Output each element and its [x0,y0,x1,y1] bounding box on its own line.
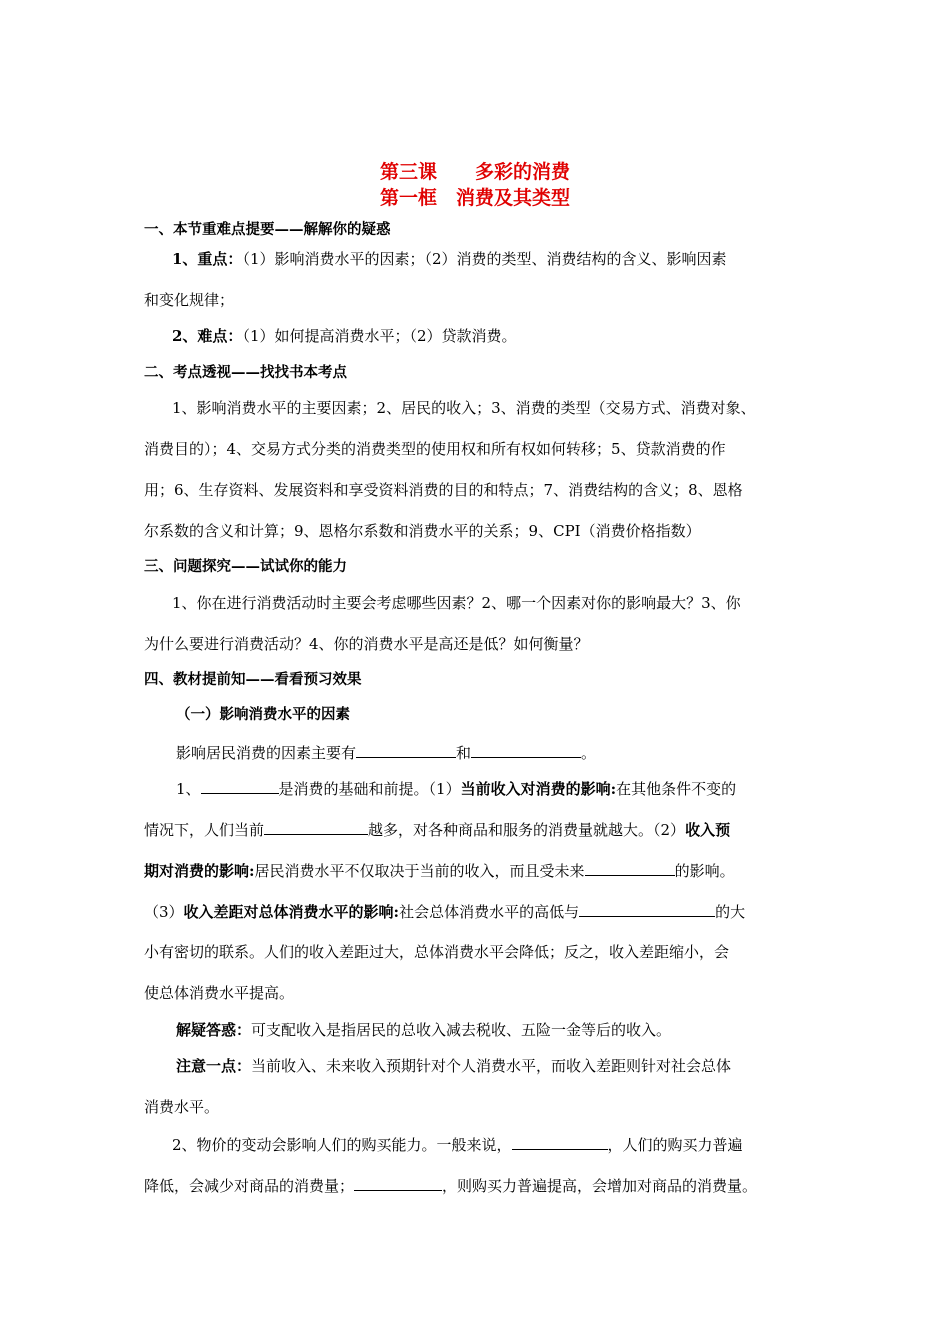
difficulty-text: （1）如何提高消费水平；（2）贷款消费。 [242,327,517,345]
focus-line-cont: 和变化规律； [144,291,235,309]
text-run: 越多，对各种商品和服务的消费量就越大。（2） [368,821,686,839]
text-run: 在其他条件不变的 [616,780,737,798]
text-run: 的影响。 [674,862,735,880]
exam-points-line-1: 1、影响消费水平的主要因素；2、居民的收入；3、消费的类型（交易方式、消费对象、 [172,399,756,417]
text-run: 的大 [715,903,746,921]
paragraph-line [144,1174,814,1197]
section-2-heading: 二、考点透视——找找书本考点 [144,364,347,381]
text-run: 居民消费水平不仅取决于当前的收入，而且受未来 [254,862,585,880]
bold-term: 当前收入对消费的影响: [460,780,617,798]
paragraph-line [144,900,814,923]
note-line-cont: 消费水平。 [144,1098,220,1116]
section-title: 第一框 消费及其类型 [379,187,570,209]
paragraph-line: 小有密切的联系。人们的收入差距过大，总体消费水平会降低；反之，收入差距缩小，会 [144,943,730,961]
blank-field[interactable] [354,1174,442,1191]
text-run: 是消费的基础和前提。（1） [278,780,461,798]
note-line [176,1019,846,1041]
question-line-1: 1、你在进行消费活动时主要会考虑哪些因素？2、哪一个因素对你的影响最大？3、你 [172,594,741,612]
focus-label: 1、重点： [172,250,243,268]
paragraph-line [176,777,846,800]
difficulty-line [172,325,842,347]
paragraph-line [144,859,814,882]
section-3-heading: 三、问题探究——试试你的能力 [144,558,347,575]
note-text: 当前收入、未来收入预期针对个人消费水平，而收入差距则针对社会总体 [251,1057,732,1075]
focus-text: （1）影响消费水平的因素；（2）消费的类型、消费结构的含义、影响因素 [242,250,727,268]
note-line [176,1055,846,1077]
bold-term: 收入差距对总体消费水平的影响: [183,903,400,921]
note-label: 解疑答惑： [176,1021,252,1039]
paragraph-line [172,1133,842,1156]
difficulty-label: 2、难点： [172,327,243,345]
intro-period: 。 [581,744,597,762]
intro-text: 影响居民消费的因素主要有 [176,744,357,762]
text-run: 降低，会减少对商品的消费量； [144,1177,355,1195]
blank-field[interactable] [512,1133,608,1150]
bold-term: 收入预 [685,821,731,839]
text-run: ，则购买力普遍提高，会增加对商品的消费量。 [442,1177,758,1195]
section-1-heading: 一、本节重难点提要——解解你的疑惑 [144,221,391,238]
text-run: 情况下，人们当前 [144,821,265,839]
exam-points-line-4: 尔系数的含义和计算；9、恩格尔系数和消费水平的关系；9、CPI（消费价格指数） [144,522,701,540]
note-text: 可支配收入是指居民的总收入减去税收、五险一金等后的收入。 [251,1021,672,1039]
question-line-2: 为什么要进行消费活动？4、你的消费水平是高还是低？如何衡量？ [144,635,589,653]
blank-field[interactable] [579,900,715,917]
text-run: （3） [144,903,184,921]
blank-field[interactable] [471,741,581,758]
intro-line [176,741,846,764]
exam-points-line-2: 消费目的）；4、交易方式分类的消费类型的使用权和所有权如何转移；5、贷款消费的作 [144,440,726,458]
text-run: 社会总体消费水平的高低与 [399,903,580,921]
focus-line [172,248,842,270]
bold-term: 期对消费的影响: [144,862,255,880]
subsection-heading: （一）影响消费水平的因素 [176,706,350,723]
paragraph-line: 使总体消费水平提高。 [144,984,295,1002]
blank-field[interactable] [356,741,456,758]
lesson-title: 第三课 多彩的消费 [379,161,570,183]
blank-field[interactable] [201,777,279,794]
blank-field[interactable] [585,859,675,876]
note-label: 注意一点： [176,1057,252,1075]
exam-points-line-3: 用；6、生存资料、发展资料和享受资料消费的目的和特点；7、消费结构的含义；8、恩格 [144,481,743,499]
text-run: 1、 [176,780,201,798]
paragraph-line [144,818,814,841]
blank-field[interactable] [264,818,368,835]
text-run: ，人们的购买力普遍 [607,1136,743,1154]
section-4-heading: 四、教材提前知——看看预习效果 [144,671,362,688]
text-run: 2、物价的变动会影响人们的购买能力。一般来说， [172,1136,512,1154]
intro-and: 和 [456,744,472,762]
